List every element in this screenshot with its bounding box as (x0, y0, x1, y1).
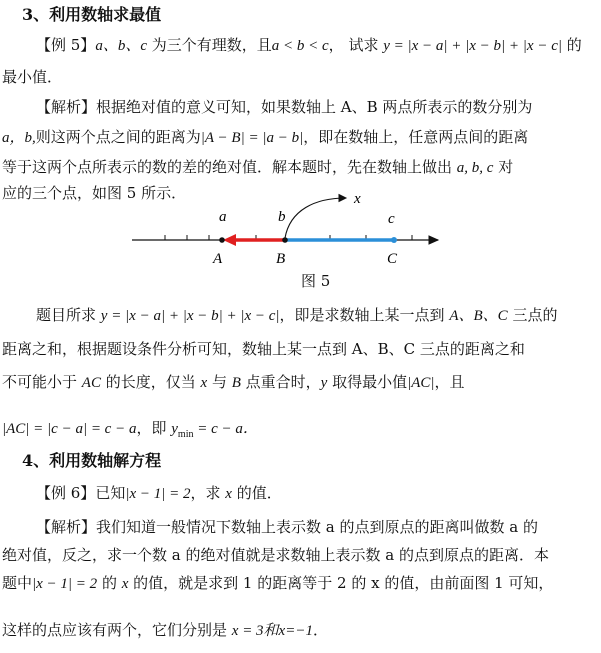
section-3-heading: 3、利用数轴求最值 (22, 5, 162, 24)
analysis-1-expression: |A − B| = |a − b| (200, 130, 304, 146)
paragraph-2-text: 与 (207, 373, 232, 391)
analysis-1-variables: a，b, (2, 130, 36, 146)
example-6-variable: x (225, 486, 232, 502)
red-arrowhead (223, 234, 236, 246)
analysis-2-text: 题中 (2, 574, 33, 592)
example-6-text: ，求 (190, 484, 226, 502)
example-5-text: 为三个有理数，且 (146, 36, 272, 54)
analysis-2-text: 的值，就是求到 1 的距离等于 2 的 x 的值，由前面图 1 可知， (128, 574, 554, 592)
analysis-1-text: 对 (493, 158, 514, 176)
point-c-value: c (388, 211, 395, 227)
example-5-text: 的 (561, 36, 582, 54)
paragraph-2-text: 题目所求 (36, 306, 101, 324)
paragraph-2-points: A、B、C (449, 308, 508, 324)
analysis-2-line-1 (36, 517, 538, 537)
analysis-1-text: 则这两个点之间的距离为 (35, 128, 201, 146)
moving-point-arc (285, 198, 346, 238)
analysis-1-line-4: 应的三个点，如图 5 所示． (2, 184, 187, 202)
example-5-expression: y = |x − a| + |x − b| + |x − c| (383, 38, 562, 54)
analysis-2-expression: |x − 1| = 2 (32, 576, 98, 592)
y-min-symbol: y (171, 421, 178, 437)
y-min-subscript: min (177, 429, 194, 440)
paragraph-2-line-1 (36, 305, 557, 326)
figure-5-caption: 图 5 (301, 272, 331, 290)
analysis-2-text: 这样的点应该有两个，它们分别是 (2, 621, 232, 639)
analysis-1-text: 根据绝对值的意义可知，如果数轴上 A、B 两点所表示的数分别为 (96, 98, 533, 116)
paragraph-2-text: 三点的 (507, 306, 558, 324)
example-6-text: 的值． (231, 484, 282, 502)
point-a-name: A (213, 251, 223, 267)
moving-point-label: x (354, 191, 361, 207)
example-6-text: 已知 (95, 484, 126, 502)
analysis-1-variables: a, b, c (456, 160, 494, 176)
example-6-label: 【例 6】 (36, 484, 96, 502)
analysis-1-text: ，即在数轴上，任意两点间的距离 (303, 128, 529, 146)
analysis-1-text: 等于这两个点所表示的数的差的绝对值．解本题时，先在数轴上做出 (2, 158, 457, 176)
analysis-1-label: 【解析】 (36, 98, 97, 116)
example-5-condition: a < b < c (271, 38, 329, 54)
y-min-expression: = c − a． (193, 421, 258, 437)
analysis-2-label: 【解析】 (36, 518, 97, 536)
point-c-name: C (387, 251, 398, 267)
analysis-2-line-2: 绝对值，反之，求一个数 a 的绝对值就是求数轴上表示数 a 的点到原点的距离．本 (2, 546, 549, 564)
example-5-line-1 (36, 35, 582, 56)
variable-x: x (200, 375, 208, 391)
point-a-value: a (219, 209, 227, 225)
point-b-value: b (278, 209, 286, 225)
example-6-expression: |x − 1| = 2 (125, 486, 191, 502)
analysis-2-text: 我们知道一般情况下数轴上表示数 a 的点到原点的距离叫做数 a 的 (96, 518, 538, 536)
analysis-2-line-3 (2, 573, 553, 594)
analysis-2-text: ． (312, 621, 328, 639)
variable-y: y (320, 375, 328, 391)
analysis-2-line-4 (2, 620, 328, 641)
paragraph-2-expression: y = |x − a| + |x − b| + |x − c| (100, 308, 280, 324)
paragraph-2-text: 取得最小值 (327, 373, 408, 391)
analysis-2-variable: x (121, 576, 129, 592)
section-4-heading: 4、利用数轴解方程 (22, 451, 162, 470)
analysis-1-line-3 (2, 157, 513, 178)
paragraph-2-text: 不可能小于 (2, 373, 82, 391)
paragraph-2-text: 点重合时， (240, 373, 321, 391)
paragraph-2-text: 的长度，仅当 (100, 373, 201, 391)
example-5-variables: a、b、c (95, 38, 147, 54)
point-c-dot (391, 237, 397, 243)
paragraph-2-text: ，且 (434, 373, 465, 391)
point-b-name: B (276, 251, 286, 267)
analysis-2-solutions: x = 3和x=−1 (231, 623, 313, 639)
analysis-1-line-1 (36, 97, 532, 117)
paragraph-2-text: ，即 (136, 419, 172, 437)
point-a-dot (219, 237, 225, 243)
paragraph-2-text: ，即是求数轴上某一点到 (279, 306, 450, 324)
paragraph-2-line-4 (2, 418, 258, 445)
example-5-line-2: 最小值． (2, 68, 63, 86)
analysis-2-text: 的 (97, 574, 122, 592)
abs-ac-expression: |AC| = |c − a| = c − a (2, 421, 137, 437)
segment-ac-label: AC (81, 375, 101, 391)
example-5-text: ， 试求 (328, 36, 384, 54)
example-6-line (36, 483, 282, 504)
paragraph-2-line-3 (2, 372, 465, 393)
example-5-label: 【例 5】 (36, 36, 96, 54)
point-b-dot (282, 237, 288, 243)
figure-5-number-line (0, 190, 601, 270)
paragraph-2-line-2: 距离之和，根据题设条件分析可知，数轴上某一点到 A、B、C 三点的距离之和 (2, 340, 525, 358)
point-b-ref: B (231, 375, 241, 391)
analysis-1-line-2 (2, 127, 528, 148)
abs-ac: |AC| (407, 375, 435, 391)
